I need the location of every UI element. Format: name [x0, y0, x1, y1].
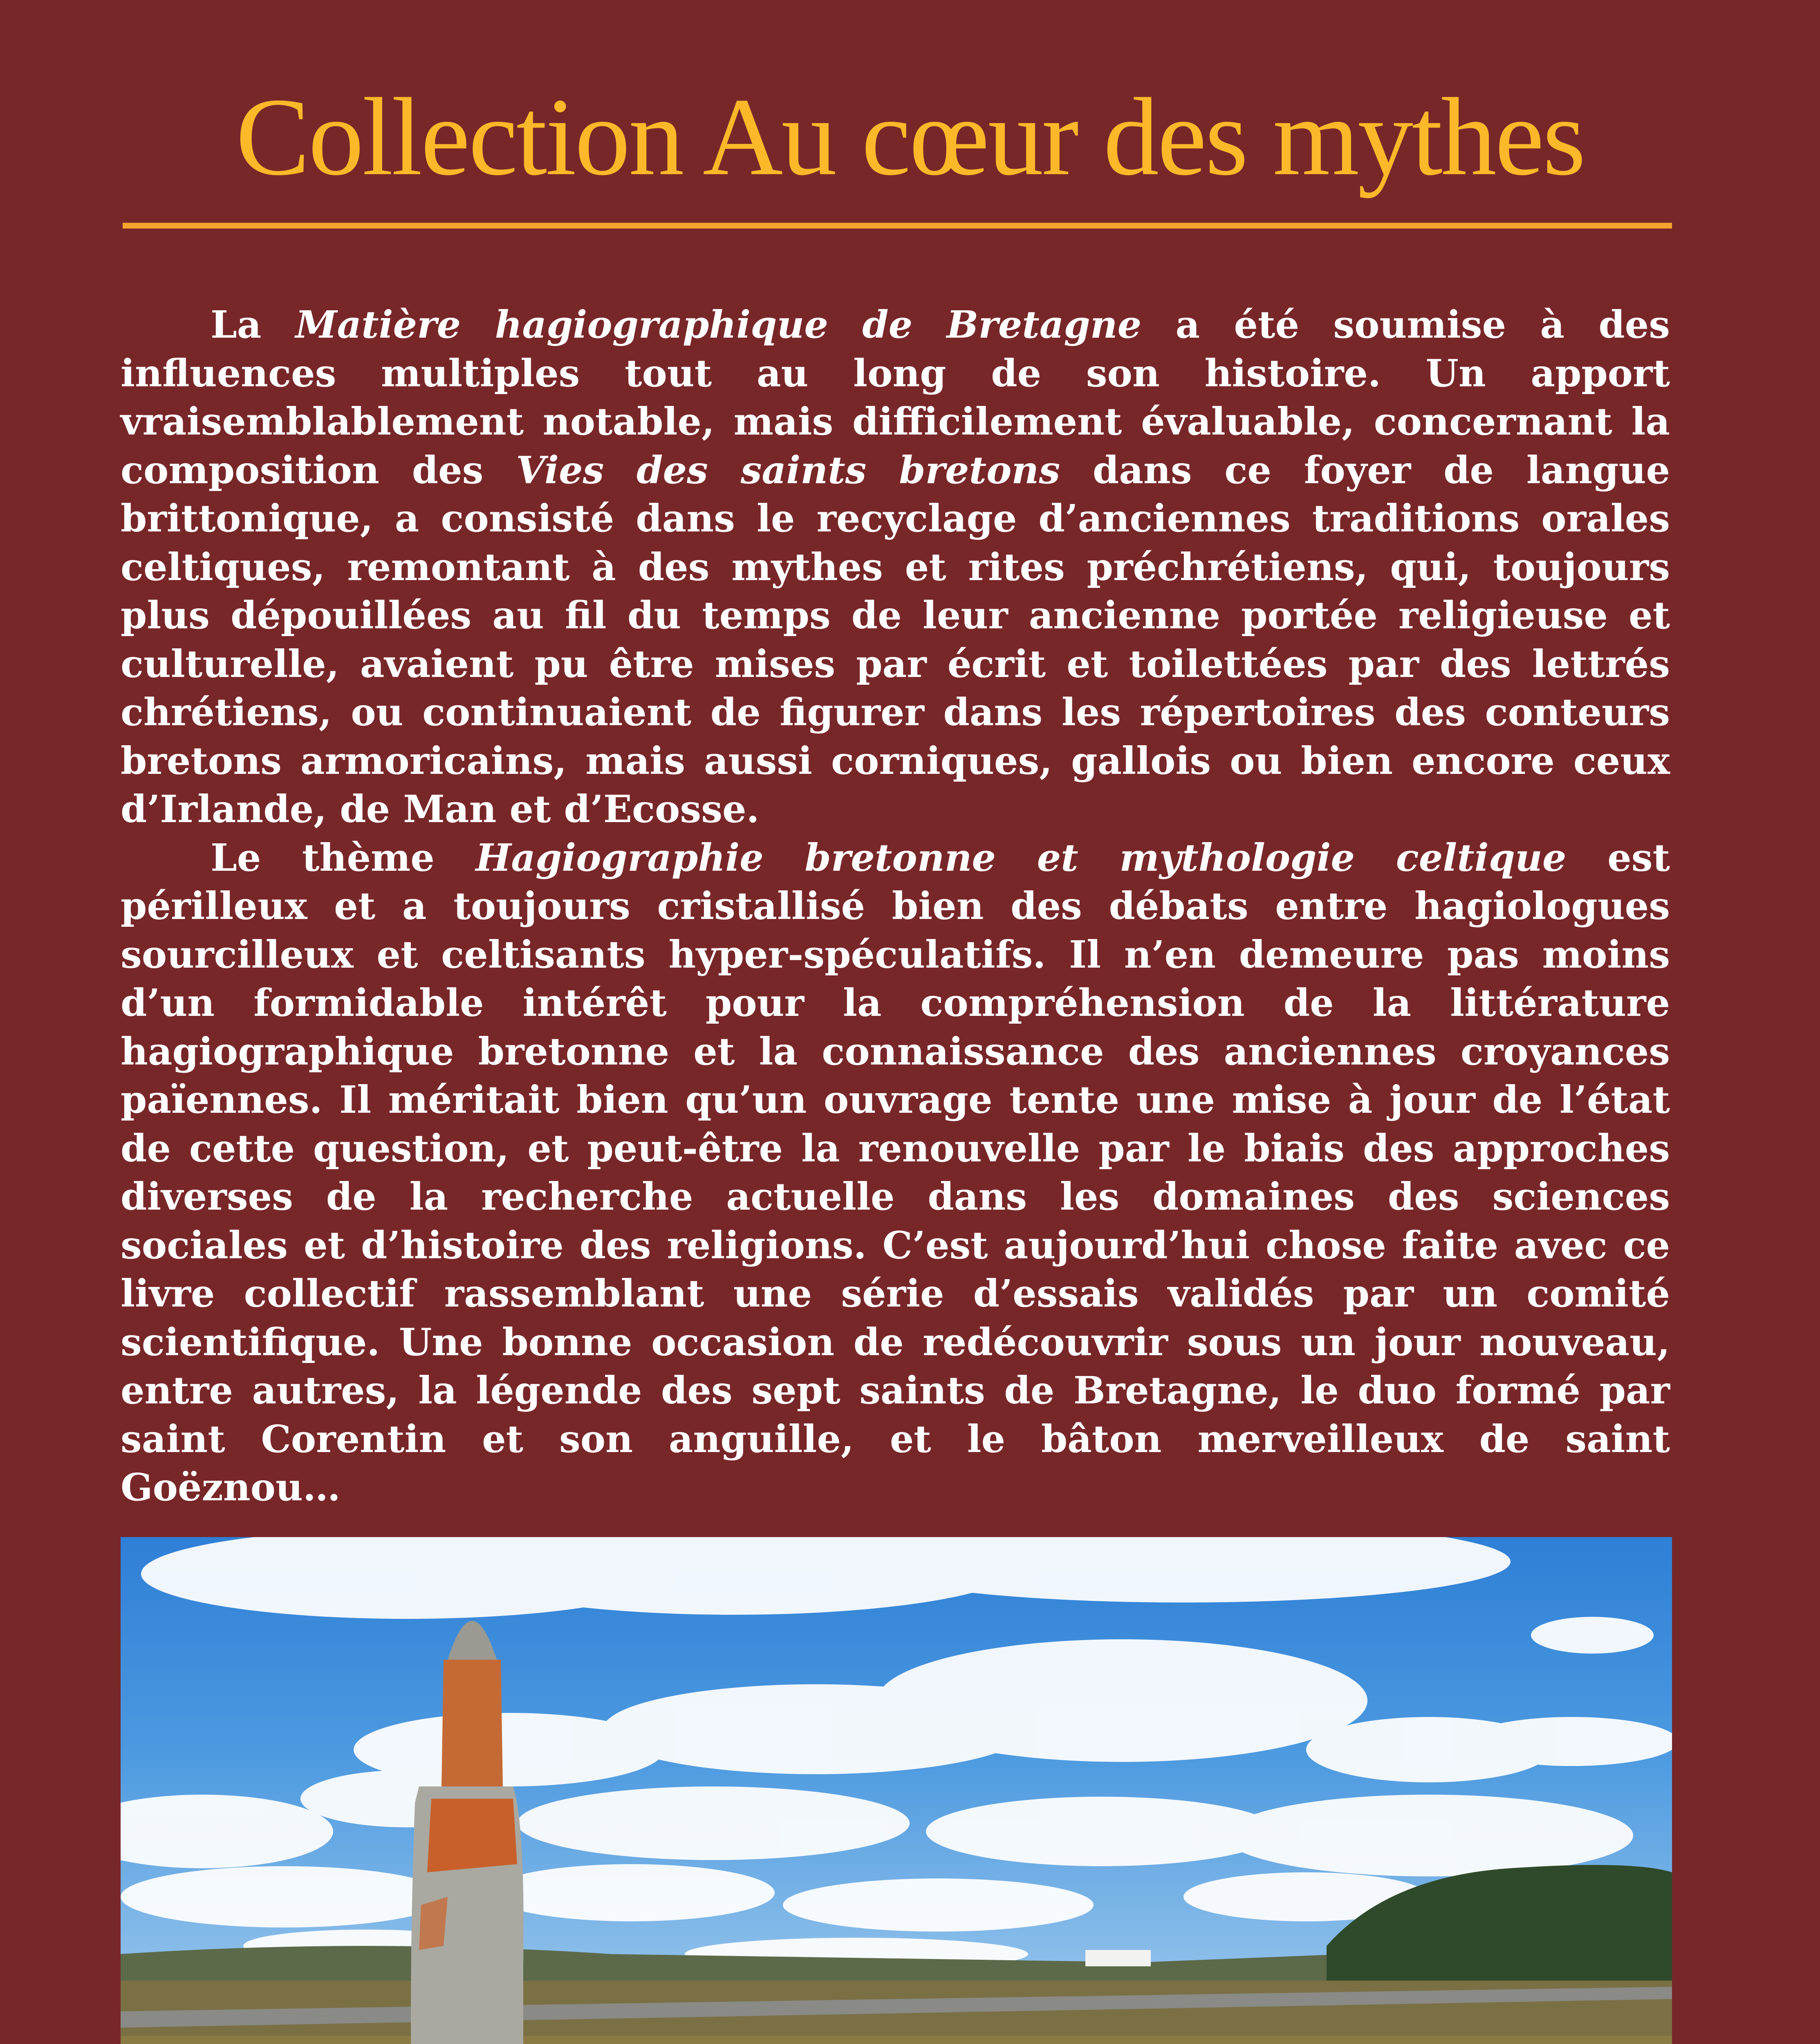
landscape-illustration — [121, 1537, 1672, 2044]
blurb-text: est périlleux et a toujours cristallisé bien des débats entre hagiologues sourcilleux et celtisants hyper-spéculatifs. Il n’en demeure pas moins d’un formidable intérêt pour la compréhension de la littérature hagiographique bretonne et la connaissance des anciennes croyances païennes. Il méritait bien qu’un ouvrage tente une mise à jour de l’état de cette question, et peut-être la renouvelle par le biais des approches diverses de la recherche actuelle dans les domaines des sciences sociales et d’histoire des religions. C’est aujourd’hui chose faite avec ce livre collectif rassemblant une série d’essais validés par un comité scientifique. Une bonne occasion de redécouvrir sous un jour nouveau, entre autres, la légende des sept saints de Bretagne, le duo formé par saint Corentin et son anguille, et le bâton merveilleux de saint Goëznou… — [121, 835, 1670, 1509]
title-divider — [123, 223, 1672, 229]
menhir-standing-stone — [411, 1621, 524, 2044]
menhir-landscape-photo — [121, 1537, 1672, 2044]
blurb-paragraph-2 — [121, 834, 1670, 1512]
blurb-italic-title: Vies des saints bretons — [516, 448, 1060, 492]
blurb-text: Le thème — [211, 835, 476, 880]
blurb-paragraph-1 — [121, 300, 1670, 834]
blurb-italic-title: Hagiographie bretonne et mythologie celtique — [475, 835, 1567, 880]
blurb-text: La — [211, 303, 296, 347]
blurb-italic-title: Matière hagiographique de Bretagne — [295, 303, 1142, 347]
blurb-text: a été soumise à des influences multiples tout au long de son histoire. Un apport vraisemblablement notable, mais difficilement évaluable, concernant la composition des — [121, 303, 1670, 492]
back-cover-blurb — [121, 300, 1670, 1512]
blurb-text: dans ce foyer de langue brittonique, a consisté dans le recyclage d’anciennes traditions orales celtiques, remontant à des mythes et rites préchrétiens, qui, toujours plus dépouillées au fil du temps de leur ancienne portée religieuse et culturelle, avaient pu être mises par écrit et toilettées par des lettrés chrétiens, ou continuaient de figurer dans les répertoires des conteurs bretons armoricains, mais aussi corniques, gallois ou bien encore ceux d’Irlande, de Man et d’Ecosse. — [121, 448, 1670, 831]
series-title: Collection Au cœur des mythes — [235, 75, 1585, 198]
